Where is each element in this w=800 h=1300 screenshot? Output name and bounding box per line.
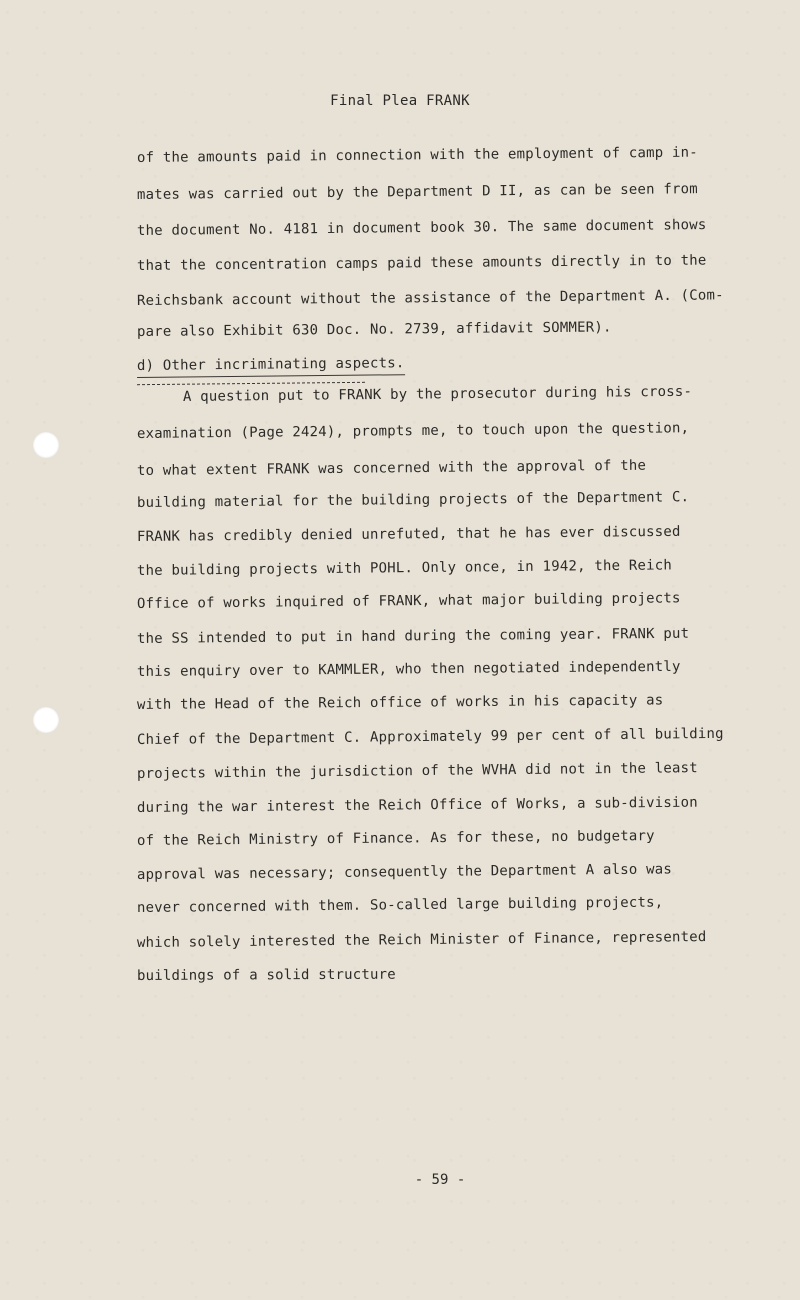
text-line: the document No. 4181 in document book 30. The same document shows (136, 217, 707, 239)
text-line: of the Reich Ministry of Finance. As for these, no budgetary (136, 828, 655, 849)
text-line: which solely interested the Reich Minister of Finance, represented (136, 929, 707, 951)
text-line: projects within the jurisdiction of the WVHA did not in the least (136, 760, 698, 782)
text-line: Chief of the Department C. Approximately 99 per cent of all building (136, 725, 724, 748)
punch-hole-top (33, 432, 59, 458)
text-line: to what extent FRANK was concerned with the approval of the (136, 457, 647, 479)
section-heading: d) Other incriminating aspects. (137, 355, 405, 378)
text-line: mates was carried out by the Department D II, as can be seen from (136, 181, 698, 203)
text-line: FRANK has credibly denied unrefuted, that he has ever discussed (136, 523, 681, 545)
text-line: building material for the building projects of the Department C. (136, 489, 690, 511)
text-line: A question put to FRANK by the prosecutor during his cross- (182, 383, 693, 405)
text-line: the building projects with POHL. Only once, in 1942, the Reich (136, 557, 673, 579)
text-line: Reichsbank account without the assistance of the Department A. (Com- (136, 287, 724, 309)
text-line: examination (Page 2424), prompts me, to touch upon the question, (136, 420, 690, 442)
heading-underline (137, 382, 365, 385)
text-line: with the Head of the Reich office of works in his capacity as (136, 692, 664, 713)
text-line: during the war interest the Reich Office of Works, a sub-division (136, 794, 698, 816)
text-line: the SS intended to put in hand during the coming year. FRANK put (136, 625, 690, 647)
text-line: that the concentration camps paid these amounts directly in to the (136, 252, 707, 274)
text-line: pare also Exhibit 630 Doc. No. 2739, affidavit SOMMER). (136, 319, 612, 340)
text-line: Office of works inquired of FRANK, what major building projects (136, 590, 681, 612)
text-line: buildings of a solid structure (136, 966, 396, 984)
page-number: - 59 - (414, 1172, 466, 1188)
text-line: never concerned with them. So-called large building projects, (136, 894, 664, 916)
text-line: this enquiry over to KAMMLER, who then negotiated independently (136, 658, 681, 680)
punch-hole-bottom (33, 707, 59, 733)
page-header: Final Plea FRANK (330, 93, 470, 109)
text-line: approval was necessary; consequently the Department A also was (136, 861, 673, 883)
text-line: of the amounts paid in connection with the employment of camp in- (136, 144, 698, 166)
